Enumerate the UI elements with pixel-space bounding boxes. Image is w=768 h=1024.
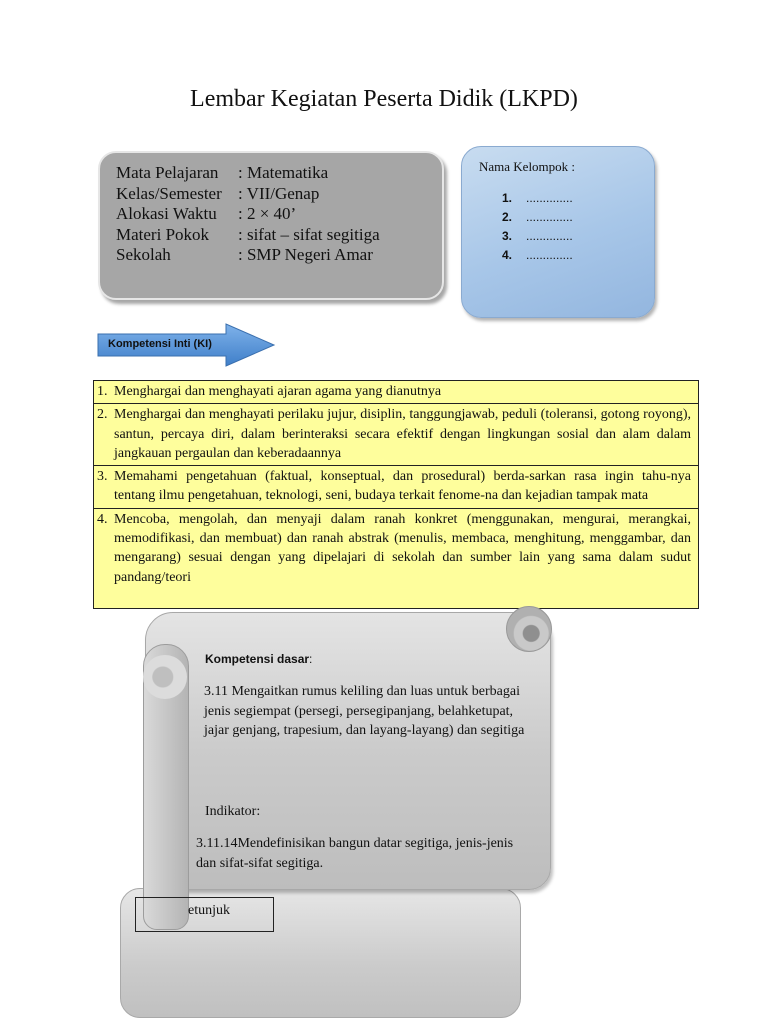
info-box — [98, 151, 444, 300]
group-member-item — [502, 227, 573, 246]
page-title: Lembar Kegiatan Peserta Didik (LKPD) — [190, 86, 578, 112]
indicator-label: Indikator: — [205, 804, 261, 819]
info-key: Sekolah — [116, 245, 171, 264]
petunjuk-label: etunjuk — [188, 903, 230, 918]
kd-heading-colon: : — [309, 652, 313, 666]
info-key: Alokasi Waktu — [116, 204, 217, 223]
ki-number: 4. — [97, 511, 108, 527]
ki-row — [94, 381, 699, 404]
info-table — [116, 163, 380, 266]
ki-row — [94, 404, 699, 466]
kd-heading-text: Kompetensi dasar — [205, 652, 310, 666]
group-member-item — [502, 189, 573, 208]
member-blank: .............. — [526, 248, 573, 262]
scroll-curl-icon — [506, 606, 552, 652]
member-blank: .............. — [526, 191, 573, 205]
info-row — [116, 163, 380, 184]
info-value: : VII/Genap — [238, 183, 320, 203]
member-number: 1. — [502, 191, 513, 205]
member-number: 3. — [502, 229, 513, 243]
info-value: : SMP Negeri Amar — [238, 245, 373, 264]
info-row — [116, 225, 380, 246]
info-row — [116, 184, 380, 205]
group-member-list — [502, 189, 573, 265]
info-row — [116, 245, 380, 266]
info-key: Materi Pokok — [116, 224, 210, 244]
ki-text: Memahami pengetahuan (faktual, konseptual, dan prosedural) berda-sarkan rasa ingin tahu-nya tentang ilmu pengetahuan, teknologi, seni, budaya terkait fenome-na dan kejadian tampak mata — [114, 469, 691, 504]
ki-cell — [94, 466, 699, 509]
info-value: : sifat – sifat segitiga — [238, 224, 380, 244]
ki-row — [94, 508, 699, 608]
ki-number: 2. — [97, 407, 108, 423]
indicator-text: 3.11.14Mendefinisikan bangun datar segitiga, jenis-jenis dan sifat-sifat segitiga. — [196, 836, 514, 871]
info-key: Kelas/Semester — [116, 183, 222, 203]
group-title: Nama Kelompok : — [479, 159, 576, 174]
member-blank: .............. — [526, 229, 573, 243]
group-member-item — [502, 246, 573, 265]
ki-cell — [94, 508, 699, 608]
info-value: : 2 × 40’ — [238, 204, 297, 223]
member-number: 4. — [502, 248, 513, 262]
member-blank: .............. — [526, 210, 573, 224]
ki-number: 1. — [97, 384, 108, 399]
ki-table — [93, 380, 699, 609]
ki-cell — [94, 381, 699, 404]
member-number: 2. — [502, 210, 513, 224]
ki-number: 3. — [97, 469, 108, 485]
kd-heading — [205, 652, 312, 666]
info-key: Mata Pelajaran — [116, 163, 219, 182]
group-box — [461, 146, 655, 318]
info-value: : Matematika — [238, 163, 329, 182]
ki-row — [94, 466, 699, 509]
info-row — [116, 204, 380, 225]
ki-text: Menghargai dan menghayati perilaku jujur, disiplin, tanggungjawab, peduli (toleransi, gotong royong), santun, percaya diri, dalam berinteraksi secara efektif dengan lingkungan sosial dan alam dalam jangkauan pergaulan dan keberadaannya — [114, 407, 691, 461]
ki-text: Menghargai dan menghayati ajaran agama yang dianutnya — [114, 384, 442, 399]
group-member-item — [502, 208, 573, 227]
scroll-curl-side-icon — [143, 655, 187, 699]
ki-cell — [94, 404, 699, 466]
ki-label: Kompetensi Inti (KI) — [108, 338, 212, 350]
kd-text: 3.11 Mengaitkan rumus keliling dan luas untuk berbagai jenis segiempat (persegi, persegipanjang, belahketupat, jajar genjang, trapesium, dan layang-layang) dan segitiga — [204, 684, 525, 738]
ki-text: Mencoba, mengolah, dan menyaji dalam ranah konkret (menggunakan, mengurai, merangkai, memodifikasi, dan membuat) dan ranah abstrak (menulis, membaca, menghitung, menggambar, dan mengarang) sesuai dengan yang dipelajari di sekolah dan sumber lain yang sama dalam sudut pandang/teori — [114, 511, 691, 585]
